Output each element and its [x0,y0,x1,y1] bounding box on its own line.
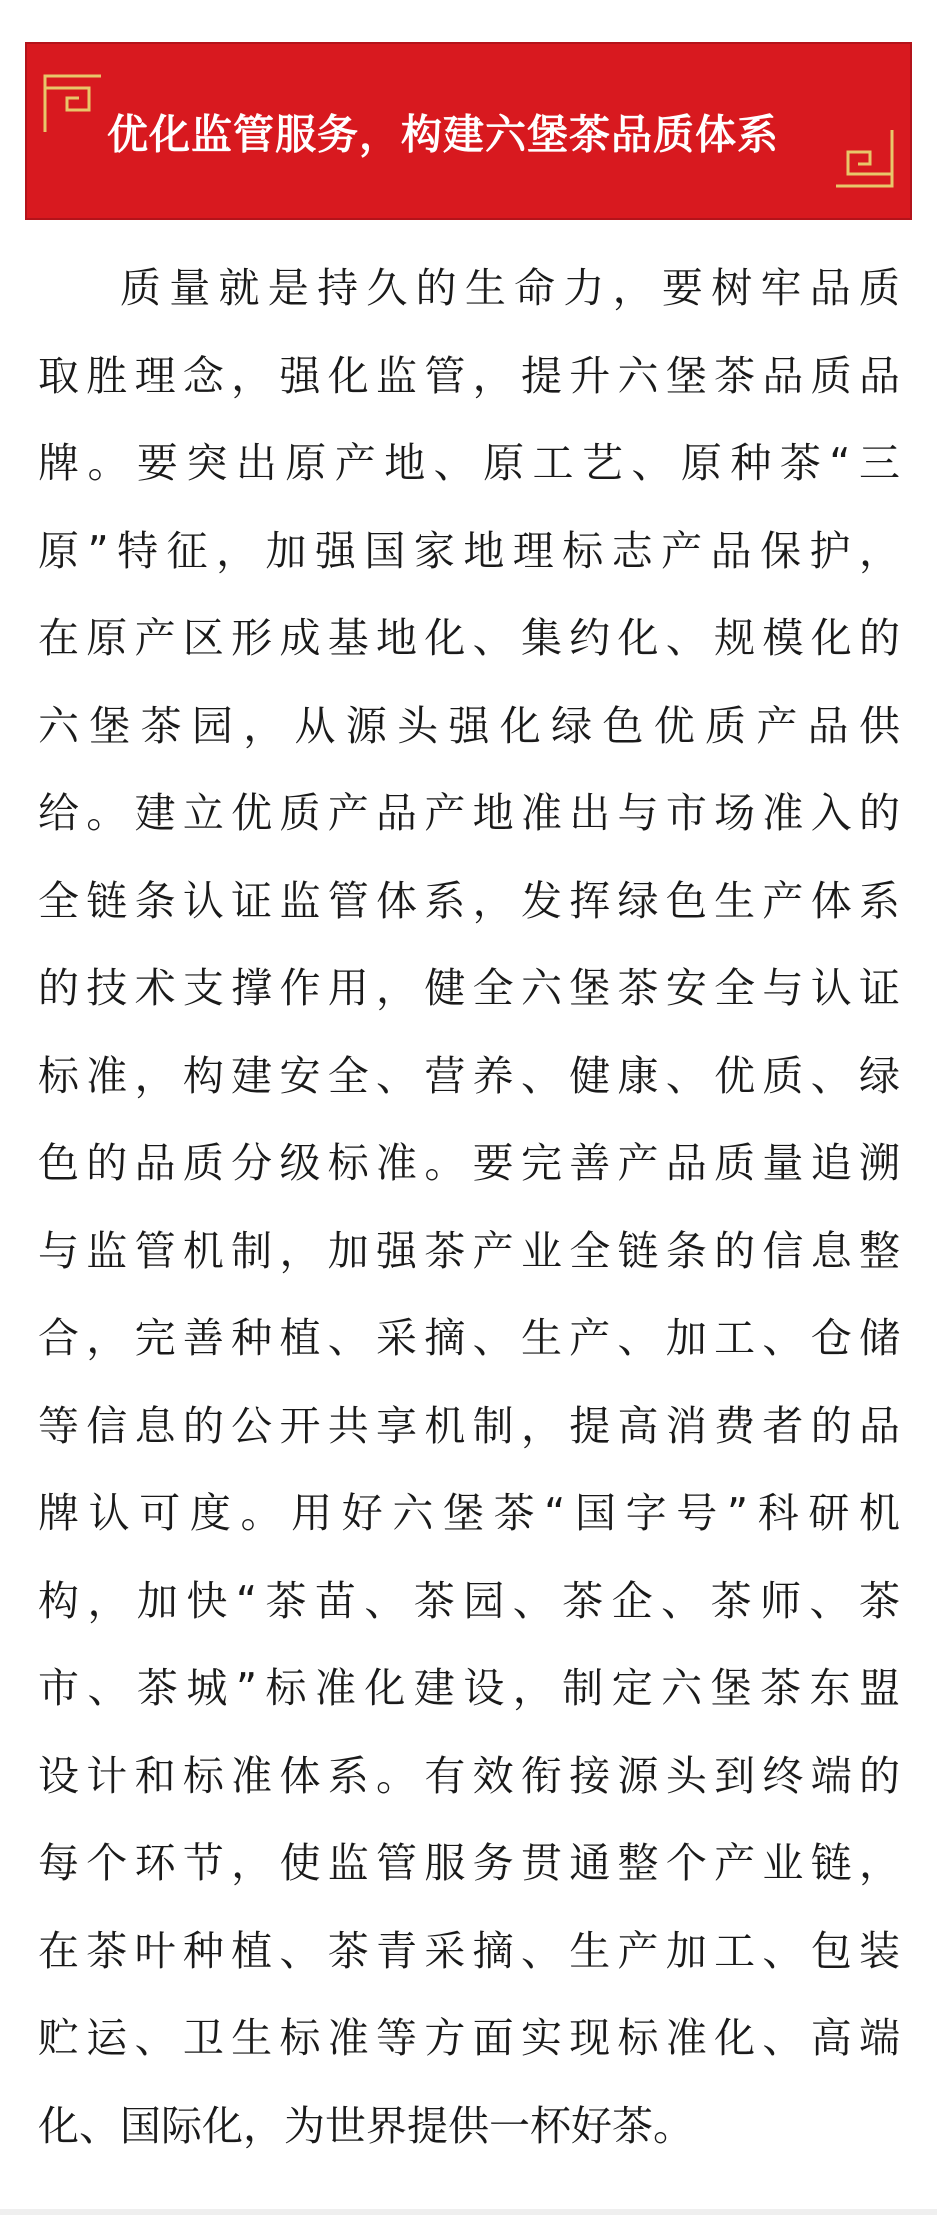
article-line: 设计和标准体系。有效衔接源头到终端的 [38,1751,900,1800]
article-line: 牌。要突出原产地、原工艺、原种茶“三 [38,439,900,487]
article-line: 取胜理念，强化监管，提升六堡茶品质品 [38,351,900,400]
bottom-divider [0,2209,937,2215]
article-line: 每个环节，使监管服务贯通整个产业链， [38,1839,900,1887]
article-body [38,245,900,2170]
article-line: 色的品质分级标准。要完善产品质量追溯 [38,1139,900,1187]
fret-corner-ornament-icon [43,74,103,134]
article-line: 的技术支撑作用，健全六堡茶安全与认证 [38,964,900,1012]
article-line: 全链条认证监管体系，发挥绿色生产体系 [38,876,900,925]
banner-title: 优化监管服务，构建六堡茶品质体系 [107,110,779,159]
article-line: 牌认可度。用好六堡茶“国字号”科研机 [38,1489,900,1537]
article-line: 与监管机制，加强茶产业全链条的信息整 [38,1226,900,1275]
article-line: 原”特征，加强国家地理标志产品保护， [38,526,900,575]
article-line: 合，完善种植、采摘、生产、加工、仓储 [38,1314,900,1362]
article-line: 在茶叶种植、茶青采摘、生产加工、包装 [38,1926,900,1975]
article-line: 给。建立优质产品产地准出与市场准入的 [38,789,900,837]
article-line: 等信息的公开共享机制，提高消费者的品 [38,1401,900,1450]
article-line: 在原产区形成基地化、集约化、规模化的 [38,614,900,662]
article-line: 标准，构建安全、营养、健康、优质、绿 [38,1051,900,1100]
article-line: 六堡茶园，从源头强化绿色优质产品供 [38,701,900,750]
article-line: 构，加快“茶苗、茶园、茶企、茶师、茶 [38,1576,900,1625]
title-banner [25,42,912,220]
article-line: 质量就是持久的生命力，要树牢品质 [120,264,900,312]
article-line: 化、国际化，为世界提供一杯好茶。 [38,2101,694,2150]
article-line: 贮运、卫生标准等方面实现标准化、高端 [38,2014,900,2062]
fret-corner-ornament-icon [834,128,894,188]
article-line: 市、茶城”标准化建设，制定六堡茶东盟 [38,1664,900,1712]
